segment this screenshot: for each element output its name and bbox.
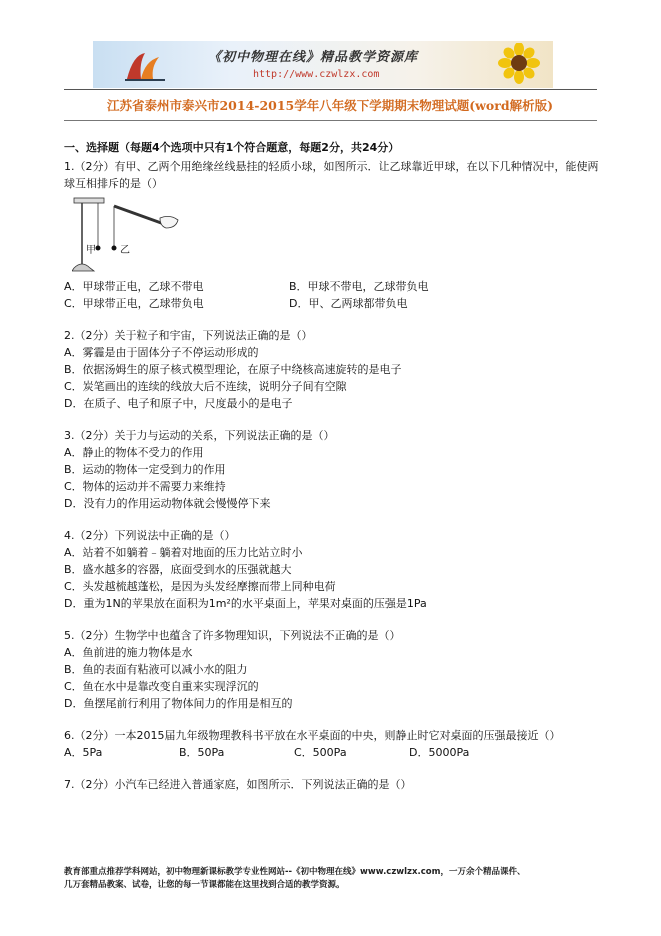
question-stem: 3.（2分）关于力与运动的关系，下列说法正确的是（） [64,429,335,442]
question-5 [64,627,604,712]
document-title: 江苏省泰州市泰兴市2014-2015学年八年级下学期期末物理试题(word解析版) [106,98,554,113]
section-heading: 一、选择题（每题4个选项中只有1个符合题意，每题2分，共24分） [64,141,400,154]
option-b[interactable]: B．鱼的表面有粘液可以减小水的阻力 [64,663,248,676]
option-a[interactable]: A．雾霾是由于固体分子不停运动形成的 [64,346,259,359]
option-c[interactable]: C．头发越梳越蓬松，是因为头发经摩擦而带上同种电荷 [64,580,336,593]
logo-icon [123,49,167,83]
banner-url[interactable]: http://www.czwlzx.com [253,69,380,80]
option-d[interactable]: D．5000Pa [409,746,470,759]
main-content [64,140,604,793]
option-d[interactable]: D．甲、乙两球都带负电 [289,297,408,310]
option-d[interactable]: D．没有力的作用运动物体就会慢慢停下来 [64,497,271,510]
option-c[interactable]: C．500Pa [294,746,347,759]
option-d[interactable]: D．在质子、电子和原子中，尺度最小的是电子 [64,397,293,410]
question-4 [64,527,604,612]
page-footer [64,866,604,892]
option-a[interactable]: A．站着不如躺着﹣躺着对地面的压力比站立时小 [64,546,303,559]
footer-line-1: 教育部重点推荐学科网站，初中物理新课标教学专业性网站--《初中物理在线》www.czwlzx.com，一万余个精品课件、 [64,867,526,877]
question-3 [64,427,604,512]
option-c[interactable]: C．甲球带正电，乙球带负电 [64,297,204,310]
question-stem: 2.（2分）关于粒子和宇宙，下列说法正确的是（） [64,329,313,342]
option-b[interactable]: B．运动的物体一定受到力的作用 [64,463,226,476]
option-a[interactable]: A．甲球带正电，乙球不带电 [64,280,204,293]
question-6 [64,727,604,761]
option-b[interactable]: B．依据汤姆生的原子核式模型理论，在原子中绕核高速旋转的是电子 [64,363,402,376]
question-2 [64,327,604,412]
option-a[interactable]: A．鱼前进的施力物体是水 [64,646,193,659]
title-rule [64,120,597,121]
option-c[interactable]: C．物体的运动并不需要力来维持 [64,480,226,493]
option-d[interactable]: D．鱼摆尾前行利用了物体间力的作用是相互的 [64,697,293,710]
option-b[interactable]: B．甲球不带电，乙球带负电 [289,280,429,293]
charged-balls-figure [72,196,192,274]
ball-label-jia: 甲 [86,245,96,256]
question-1 [64,158,604,312]
option-d[interactable]: D．重为1N的苹果放在面积为1m²的水平桌面上，苹果对桌面的压强是1Pa [64,597,427,610]
options-row [64,295,604,312]
option-b[interactable]: B．盛水越多的容器，底面受到水的压强就越大 [64,563,292,576]
ball-label-yi: 乙 [120,245,130,256]
question-stem: 4.（2分）下列说法中正确的是（） [64,529,236,542]
option-b[interactable]: B．50Pa [179,746,225,759]
banner-title: 《初中物理在线》精品教学资源库 [208,50,419,65]
question-stem: 6.（2分）一本2015届九年级物理教科书平放在水平桌面的中央，则静止时它对桌面的压强最接近（） [64,729,561,742]
header-banner [93,41,553,88]
header-rule [64,89,597,90]
option-a[interactable]: A．5Pa [64,746,103,759]
question-stem: 5.（2分）生物学中也蕴含了许多物理知识，下列说法不正确的是（） [64,629,401,642]
stand-and-balls-icon [72,196,192,274]
option-a[interactable]: A．静止的物体不受力的作用 [64,446,204,459]
footer-line-2: 几万套精品教案、试卷，让您的每一节课都能在这里找到合适的教学资源。 [64,880,345,890]
option-c[interactable]: C．鱼在水中是靠改变自重来实现浮沉的 [64,680,259,693]
question-stem: 1.（2分）有甲、乙两个用绝缘丝线悬挂的轻质小球，如图所示．让乙球靠近甲球，在以下几种情况中，能使两球互相排斥的是（） [64,160,599,190]
options-row [64,278,604,295]
sunflower-icon [491,43,547,87]
options-row [64,744,604,761]
question-stem: 7.（2分）小汽车已经进入普通家庭，如图所示．下列说法正确的是（） [64,778,412,791]
option-c[interactable]: C．炭笔画出的连续的线放大后不连续，说明分子间有空隙 [64,380,347,393]
question-7 [64,776,604,793]
